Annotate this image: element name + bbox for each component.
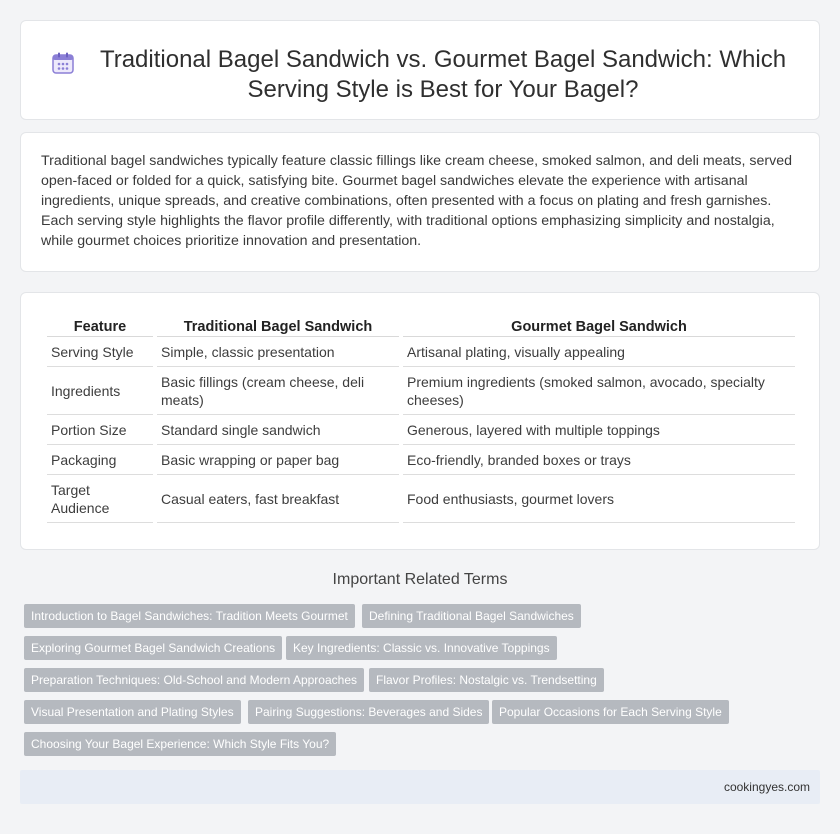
comparison-table-card (20, 292, 820, 550)
gourmet-cell: Generous, layered with multiple toppings (403, 415, 795, 445)
header-traditional: Traditional Bagel Sandwich (157, 315, 399, 337)
header-feature: Feature (47, 315, 153, 337)
title-wrap (21, 21, 819, 105)
related-term-tag[interactable]: Choosing Your Bagel Experience: Which Style Fits You? (24, 732, 336, 756)
feature-cell: Serving Style (47, 337, 153, 367)
traditional-cell: Simple, classic presentation (157, 337, 399, 367)
related-term-tag[interactable]: Defining Traditional Bagel Sandwiches (362, 604, 581, 628)
related-term-tag[interactable]: Key Ingredients: Classic vs. Innovative Toppings (286, 636, 557, 660)
related-term-tag[interactable]: Visual Presentation and Plating Styles (24, 700, 241, 724)
intro-paragraph: Traditional bagel sandwiches typically feature classic fillings like cream cheese, smoked salmon, and deli meats, served open-faced or folded for a quick, satisfying bite. Gourmet bagel sandwiches elevate the experience with artisanal ingredients, unique spreads, and creative combinations, often presented with a focus on plating and fresh garnishes. Each serving style highlights the flavor profile differently, with traditional options emphasizing simplicity and nostalgia, while gourmet choices prioritize innovation and presentation. (41, 153, 792, 249)
related-term-tag[interactable]: Popular Occasions for Each Serving Style (492, 700, 729, 724)
table-row (47, 367, 795, 415)
comparison-table (43, 315, 799, 523)
gourmet-cell: Eco-friendly, branded boxes or trays (403, 445, 795, 475)
related-term-tag[interactable]: Flavor Profiles: Nostalgic vs. Trendsetting (369, 668, 604, 692)
related-term-tag[interactable]: Exploring Gourmet Bagel Sandwich Creations (24, 636, 282, 660)
traditional-cell: Basic wrapping or paper bag (157, 445, 399, 475)
intro-card (20, 132, 820, 272)
table-header-row (47, 315, 795, 337)
related-term-tag[interactable]: Preparation Techniques: Old-School and Modern Approaches (24, 668, 364, 692)
related-term-tag[interactable]: Pairing Suggestions: Beverages and Sides (248, 700, 489, 724)
traditional-cell: Standard single sandwich (157, 415, 399, 445)
feature-cell: Ingredients (47, 367, 153, 415)
feature-cell: Portion Size (47, 415, 153, 445)
related-term-tag[interactable]: Introduction to Bagel Sandwiches: Tradition Meets Gourmet (24, 604, 355, 628)
page-title: Traditional Bagel Sandwich vs. Gourmet Bagel Sandwich: Which Serving Style is Best for Your Bagel? (99, 46, 787, 103)
footer-site-link[interactable]: cookingyes.com (723, 780, 810, 794)
table-row (47, 337, 795, 367)
traditional-cell: Casual eaters, fast breakfast (157, 475, 399, 523)
gourmet-cell: Artisanal plating, visually appealing (403, 337, 795, 367)
table-row (47, 475, 795, 523)
feature-cell: Target Audience (47, 475, 153, 523)
gourmet-cell: Premium ingredients (smoked salmon, avocado, specialty cheeses) (403, 367, 795, 415)
table-row (47, 415, 795, 445)
traditional-cell: Basic fillings (cream cheese, deli meats) (157, 367, 399, 415)
header-gourmet: Gourmet Bagel Sandwich (403, 315, 795, 337)
feature-cell: Packaging (47, 445, 153, 475)
gourmet-cell: Food enthusiasts, gourmet lovers (403, 475, 795, 523)
calendar-icon (51, 51, 75, 75)
related-terms-heading: Important Related Terms (332, 571, 508, 588)
footer-bar (20, 770, 820, 804)
title-card (20, 20, 820, 120)
table-row (47, 445, 795, 475)
